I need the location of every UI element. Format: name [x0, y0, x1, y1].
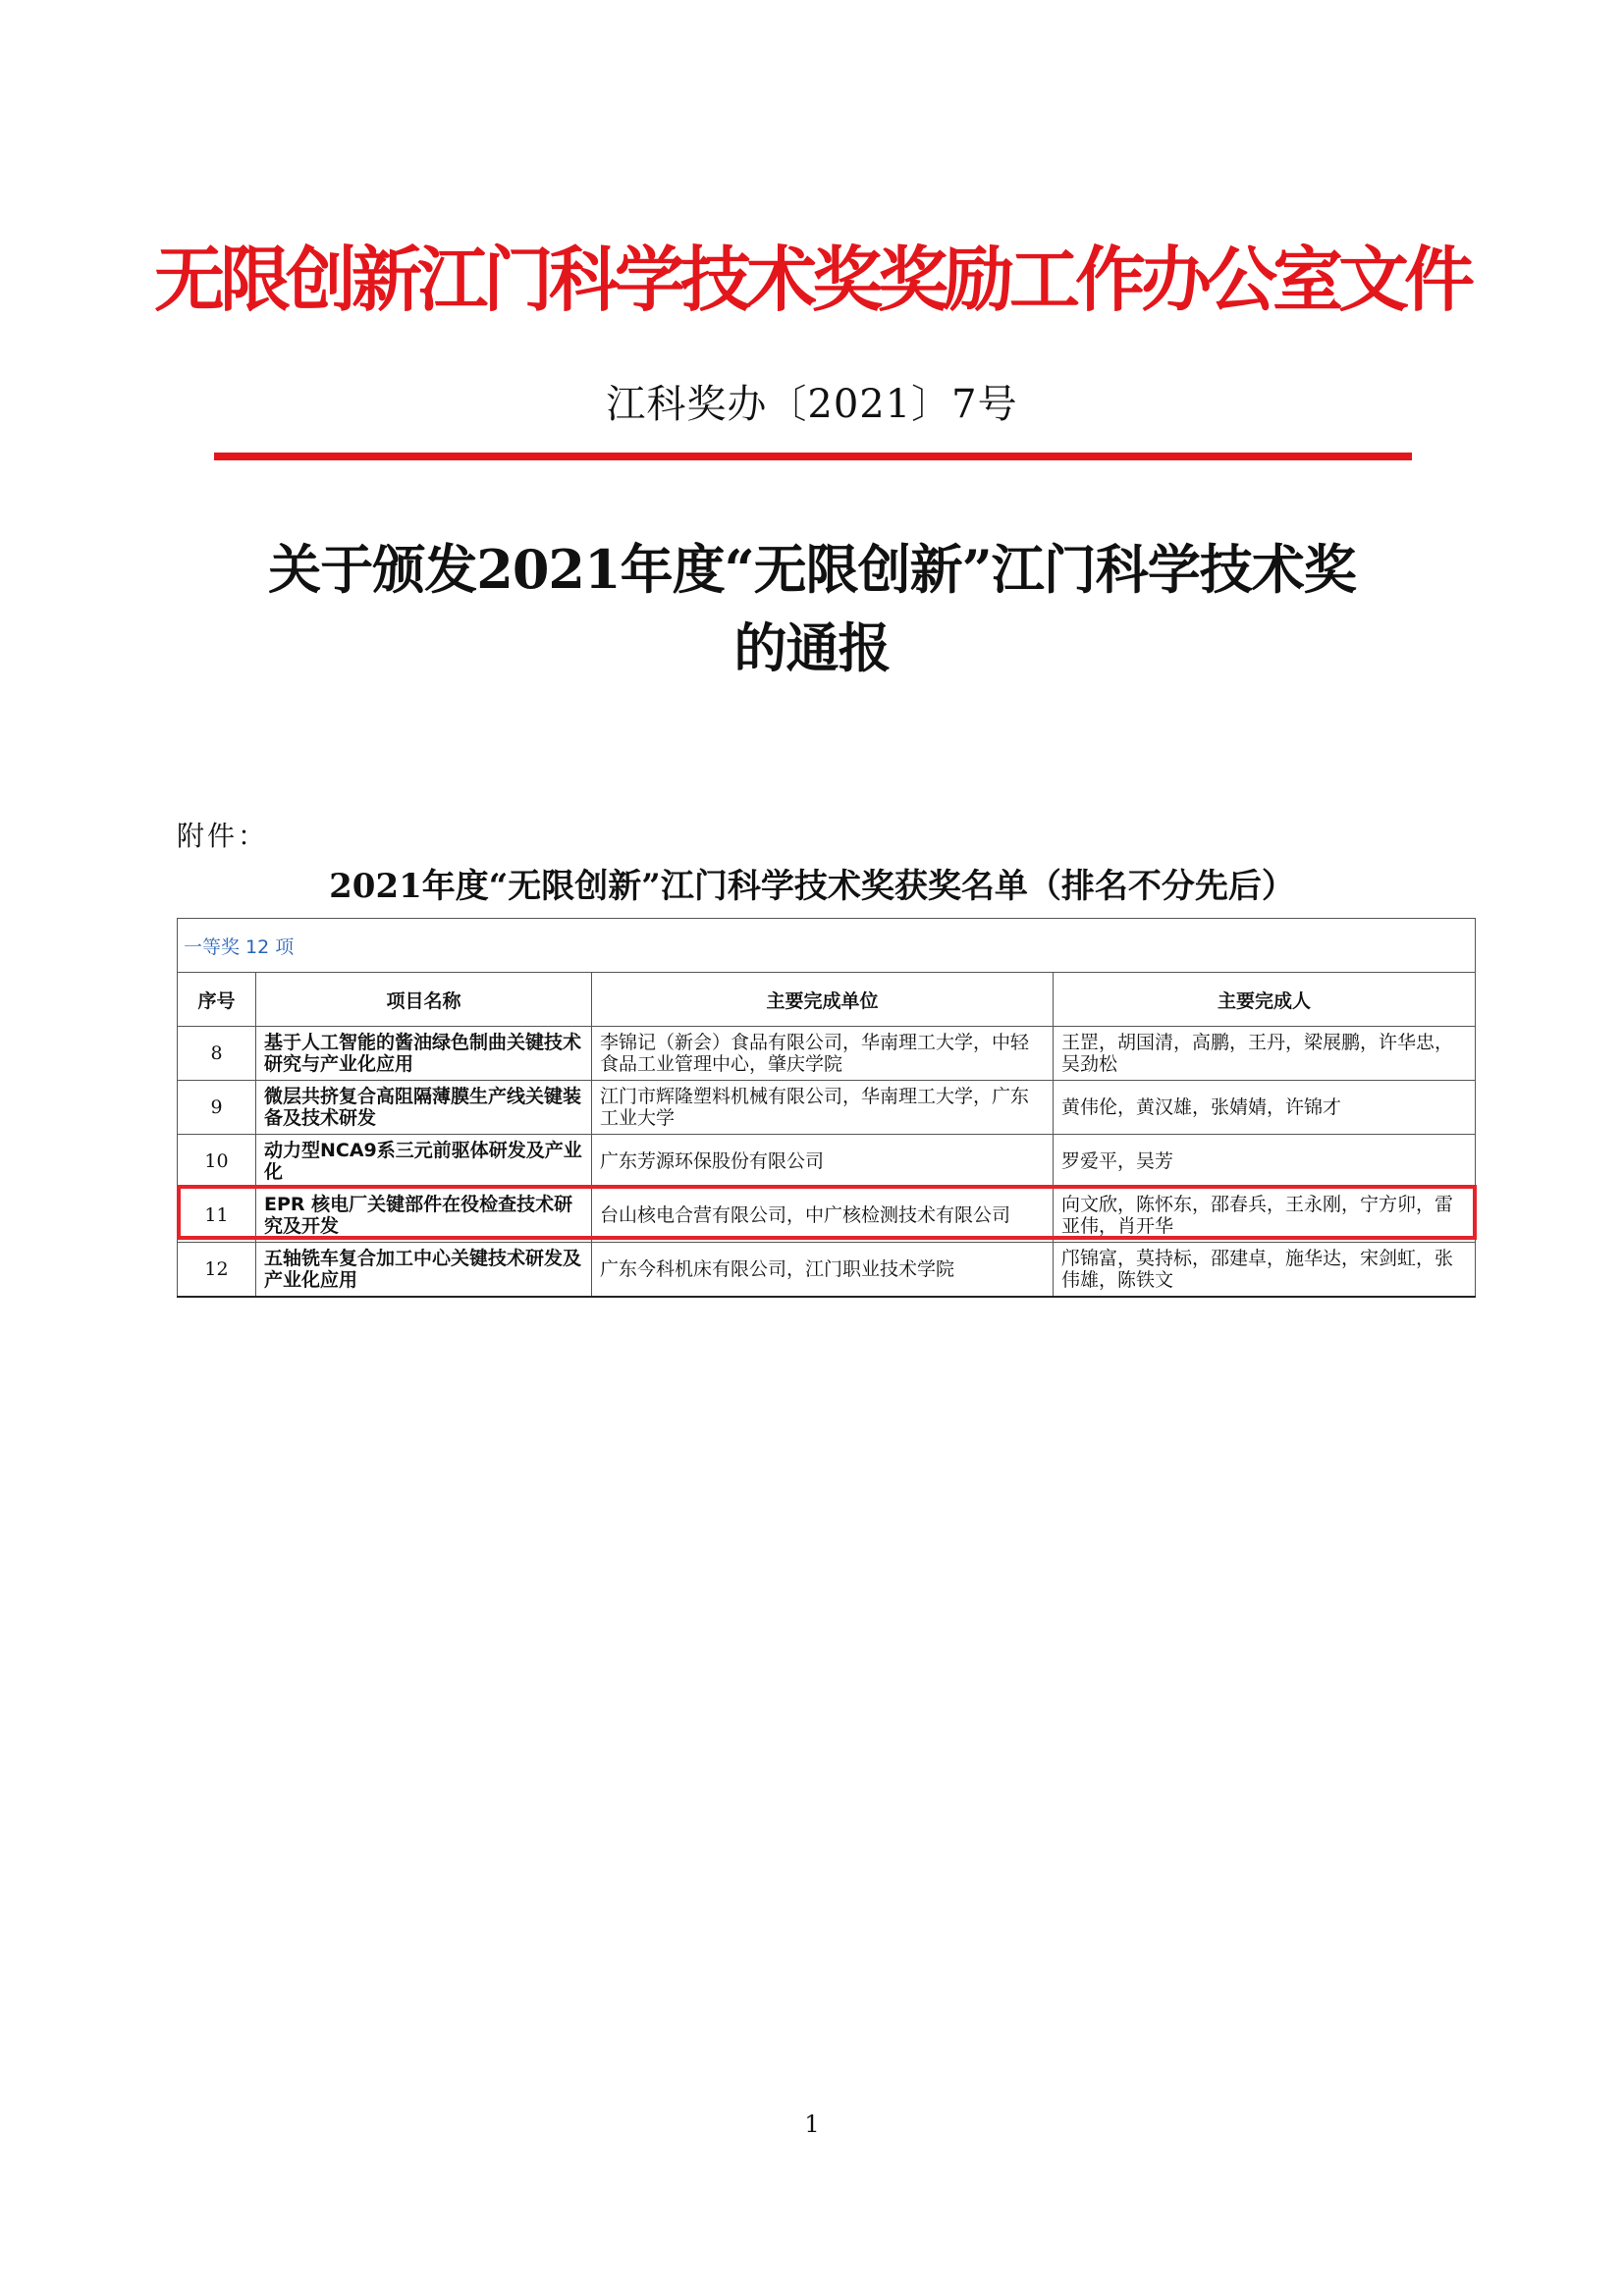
award-category-label: 一等奖 12 项: [178, 919, 1476, 973]
attachment-label: 附件：: [177, 820, 269, 852]
table-row: [178, 1135, 1476, 1189]
project-name: 五轴铣车复合加工中心关键技术研发及产业化应用: [256, 1243, 592, 1298]
page-number: 1: [804, 2110, 820, 2138]
award-list-title: 2021年度“无限创新”江门科学技术奖获奖名单（排名不分先后）: [329, 867, 1295, 906]
row-number: 9: [178, 1081, 256, 1135]
table-row: [178, 1081, 1476, 1135]
row-number: 12: [178, 1243, 256, 1298]
award-table: [177, 918, 1476, 1298]
document-number: 江科奖办〔2021〕7号: [606, 382, 1018, 427]
row-number: 11: [178, 1189, 256, 1243]
category-row: [178, 919, 1476, 973]
completion-units: 台山核电合营有限公司，中广核检测技术有限公司: [592, 1189, 1054, 1243]
column-header-project-name: 项目名称: [256, 973, 592, 1027]
notice-title: [0, 530, 1624, 687]
project-name: 动力型NCA9系三元前驱体研发及产业化: [256, 1135, 592, 1189]
completion-units: 李锦记（新会）食品有限公司，华南理工大学，中轻食品工业管理中心，肇庆学院: [592, 1027, 1054, 1081]
column-header-units: 主要完成单位: [592, 973, 1054, 1027]
project-name: 微层共挤复合高阻隔薄膜生产线关键装备及技术研发: [256, 1081, 592, 1135]
row-number: 8: [178, 1027, 256, 1081]
table-row-highlighted: [178, 1189, 1476, 1243]
table-row: [178, 1243, 1476, 1298]
completion-people: 王罡，胡国清，高鹏，王丹，梁展鹏，许华忠，吴劲松: [1054, 1027, 1476, 1081]
completion-units: 江门市辉隆塑料机械有限公司，华南理工大学，广东工业大学: [592, 1081, 1054, 1135]
notice-title-line-1: 关于颁发2021年度“无限创新”江门科学技术奖: [268, 538, 1356, 601]
completion-units: 广东今科机床有限公司，江门职业技术学院: [592, 1243, 1054, 1298]
column-header-people: 主要完成人: [1054, 973, 1476, 1027]
completion-units: 广东芳源环保股份有限公司: [592, 1135, 1054, 1189]
notice-title-line-2: 的通报: [733, 616, 891, 679]
completion-people: 黄伟伦，黄汉雄，张婧婧，许锦才: [1054, 1081, 1476, 1135]
project-name: 基于人工智能的酱油绿色制曲关键技术研究与产业化应用: [256, 1027, 592, 1081]
table-header-row: [178, 973, 1476, 1027]
project-name: EPR 核电厂关键部件在役检查技术研究及开发: [256, 1189, 592, 1243]
row-number: 10: [178, 1135, 256, 1189]
completion-people: 邝锦富，莫持标，邵建卓，施华达，宋剑虹，张伟雄，陈铁文: [1054, 1243, 1476, 1298]
column-header-number: 序号: [178, 973, 256, 1027]
table-row: [178, 1027, 1476, 1081]
issuer-title: 无限创新江门科学技术奖奖励工作办公室文件: [153, 238, 1470, 321]
completion-people: 罗爱平，吴芳: [1054, 1135, 1476, 1189]
red-divider-rule: [214, 453, 1412, 460]
completion-people: 向文欣，陈怀东，邵春兵，王永刚，宁方卯，雷亚伟，肖开华: [1054, 1189, 1476, 1243]
